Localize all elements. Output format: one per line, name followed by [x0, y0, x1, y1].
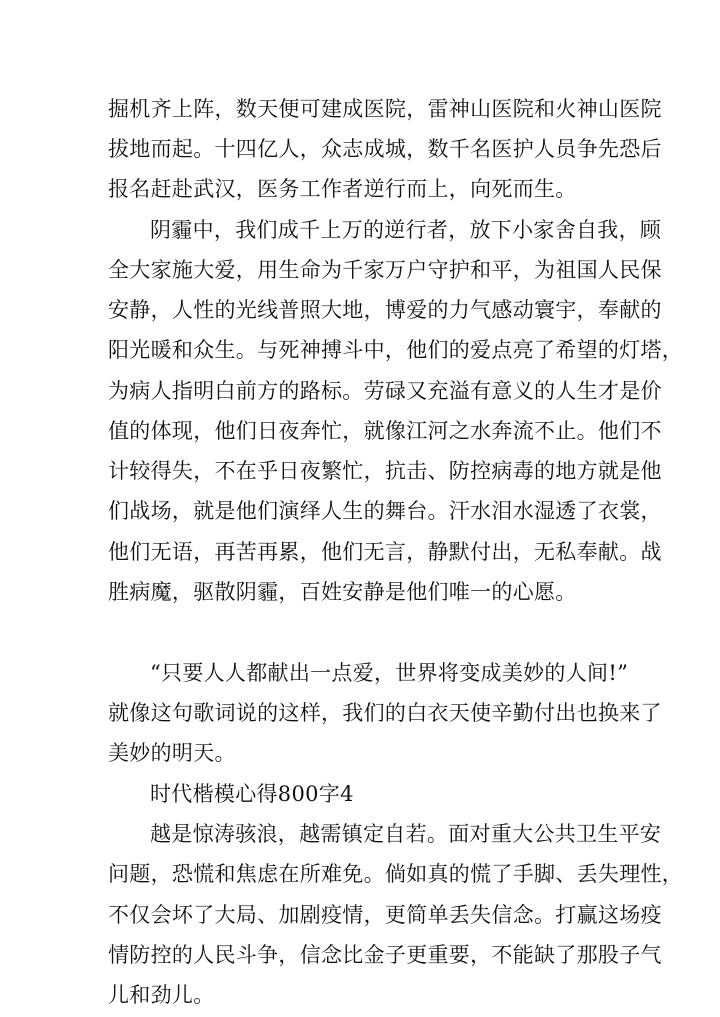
text-line: 美妙的明天。 [108, 741, 236, 765]
text-line: 拔地而起。十四亿人，众志成城，数千名医护人员争先恐后 [108, 137, 662, 161]
text-line: 就像这句歌词说的这样，我们的白衣天使辛勤付出也换来了 [108, 701, 662, 725]
text-line: 他们无语，再苦再累，他们无言，静默付出，无私奉献。战 [108, 540, 662, 564]
text-line: 胜病魔，驱散阴霾，百姓安静是他们唯一的心愿。 [108, 580, 577, 604]
text-line: 儿和劲儿。 [108, 983, 215, 1007]
text-line: 报名赶赴武汉，医务工作者逆行而上，向死而生。 [108, 177, 577, 201]
text-line: 情防控的人民斗争，信念比金子更重要，不能缺了那股子气 [108, 943, 662, 967]
text-line: 阳光暖和众生。与死神搏斗中，他们的爱点亮了希望的灯塔， [108, 338, 684, 362]
text-line: 为病人指明白前方的路标。劳碌又充溢有意义的人生才是价 [108, 379, 662, 403]
text-line: 不仅会坏了大局、加剧疫情，更简单丢失信念。打赢这场疫 [108, 903, 662, 927]
quote-line: “只要人人都献出一点爱，世界将变成美妙的人间!” [150, 661, 629, 685]
text-line: 全大家施大爱，用生命为千家万户守护和平，为祖国人民保 [108, 258, 662, 282]
text-line: 问题，恐慌和焦虑在所难免。倘如真的慌了手脚、丢失理性， [108, 862, 684, 886]
text-line: 安静，人性的光线普照大地，博爱的力气感动寰宇，奉献的 [108, 298, 662, 322]
text-line: 值的体现，他们日夜奔忙，就像江河之水奔流不止。他们不 [108, 419, 662, 443]
text-line: 们战场，就是他们演绎人生的舞台。汗水泪水湿透了衣裳， [108, 499, 662, 523]
text-line: 掘机齐上阵，数天便可建成医院，雷神山医院和火神山医院 [108, 97, 662, 121]
paragraph-first-line: 阴霾中，我们成千上万的逆行者，放下小家舍自我，顾 [150, 218, 662, 242]
paragraph-first-line: 越是惊涛骇浪，越需镇定自若。面对重大公共卫生平安 [150, 822, 662, 846]
text-line: 计较得失，不在乎日夜繁忙，抗击、防控病毒的地方就是他 [108, 459, 662, 483]
section-heading: 时代楷模心得800字4 [150, 782, 354, 806]
